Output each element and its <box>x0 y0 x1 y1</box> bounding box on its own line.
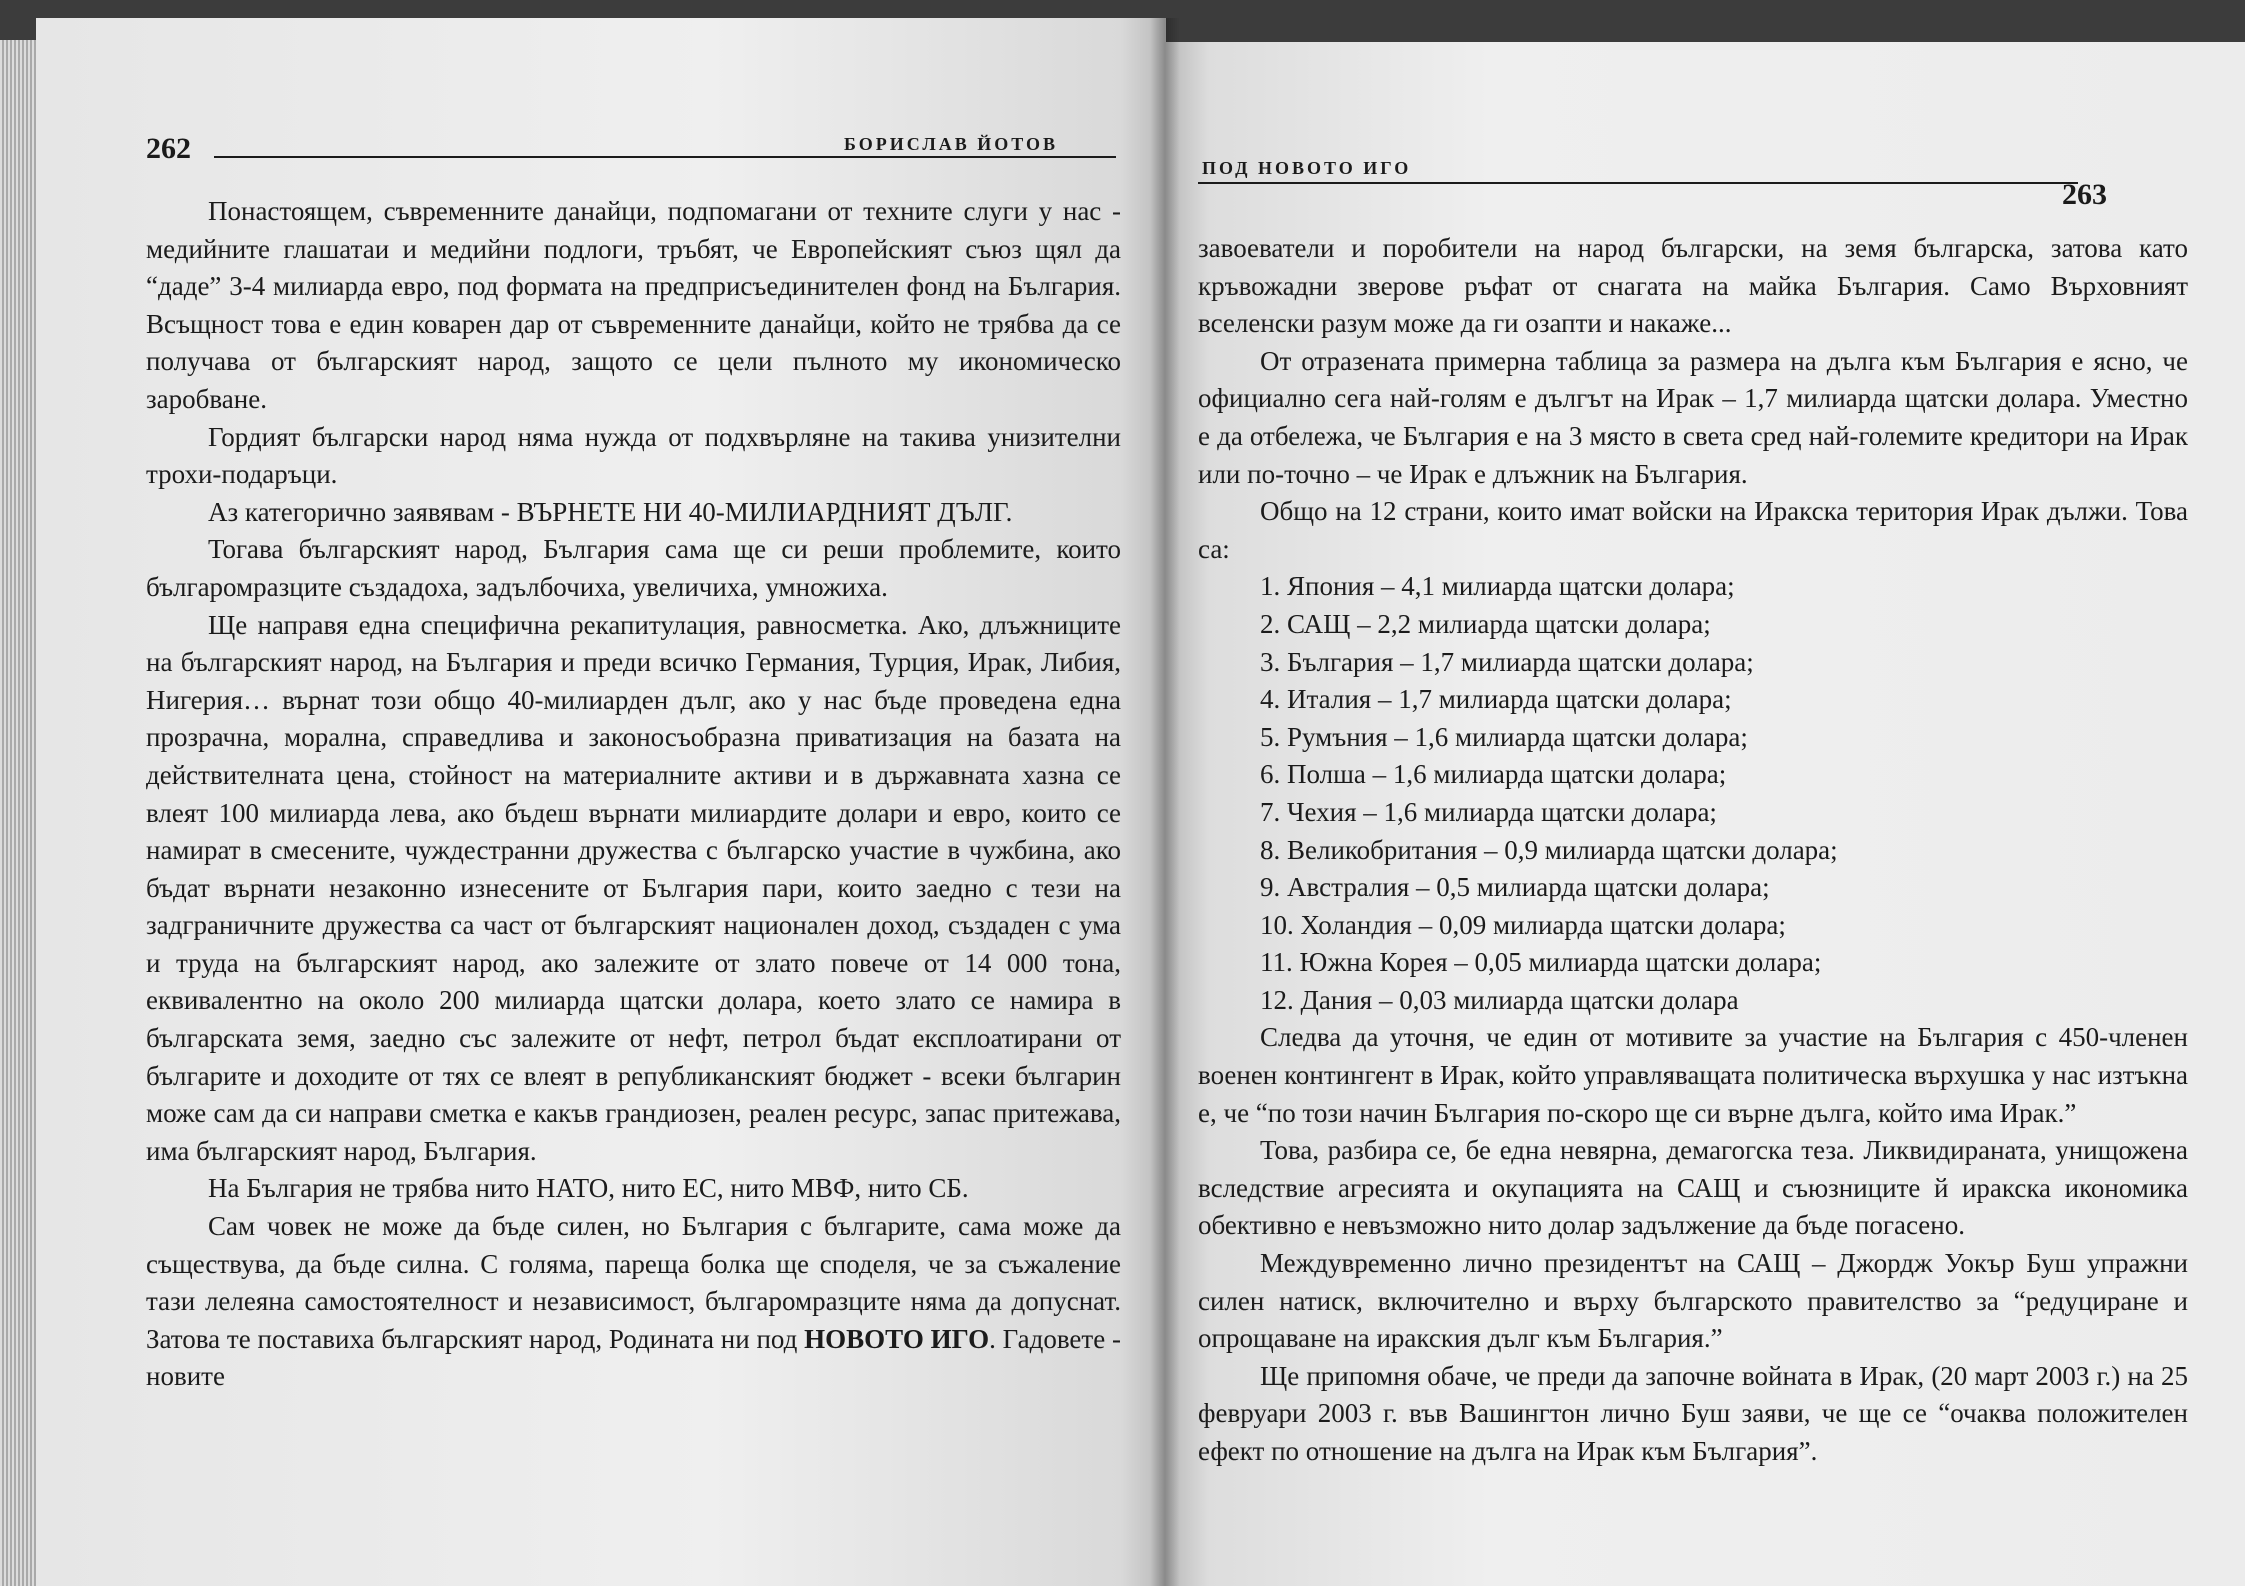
debtor-list <box>1198 568 2188 1019</box>
list-item: 3. България – 1,7 милиарда щатски долара; <box>1260 646 1754 677</box>
paragraph: Гордият български народ няма нужда от подхвърляне на такива унизителни трохи-подаръци. <box>146 421 1121 490</box>
left-running-head: БОРИСЛАВ ЙОТОВ <box>844 134 1059 154</box>
right-header-rule <box>1198 182 2078 184</box>
paragraph-continuation: завоеватели и поробители на народ български, на земя българска, затова като кръвожадни зверове ръфат от снагата на майка България. Само Върховният вселенски разум може да ги озапти и накаже... <box>1198 233 2188 339</box>
list-item: 8. Великобритания – 0,9 милиарда щатски долара; <box>1260 834 1838 865</box>
paragraph: Ще направя една специфична рекапитулация, равносметка. Ако, длъжниците на българският народ, на България и преди всичко Германия, Турция, Ирак, Либия, Нигерия… върнат този общо 40-милиарден дълг, ако у нас бъде проведена една прозрачна, морална, справедлива и законосъобразна приватизация на базата на действителната цена, стойност на материалните активи и в държавната хазна се влеят 100 милиарда лева, ако бъдеш върнати милиардите долари и евро, които се намират в смесените, чуждестранни дружества с българско участие в чужбина, ако бъдат върнати незаконно изнесените от България пари, които заедно с тези на задграничните дружества са част от българският национален доход, създаден с ума и труда на българският народ, ако залежите от злато повече от 14 000 тона, еквивалентно на около 200 милиарда щатски долара, което злато се намира в българската земя, заедно със залежите от нефт, петрол бъдат експлоатирани от българите и доходите от тях се влеят в републиканският бюджет - всеки българин може сам да си направи сметка е какъв грандиозен, реален ресурс, запас притежава, има българският народ, България. <box>146 609 1121 1166</box>
paragraph: Аз категорично заявявам - ВЪРНЕТЕ НИ 40-МИЛИАРДНИЯТ ДЪЛГ. <box>208 496 1013 527</box>
list-item: 2. САЩ – 2,2 милиарда щатски долара; <box>1260 608 1711 639</box>
book-gutter <box>1150 18 1180 1586</box>
right-page <box>1166 42 2245 1586</box>
right-page-number: 263 <box>2062 178 2107 211</box>
list-intro: Общо на 12 страни, които имат войски на Иракска територия Ирак дължи. Това са: <box>1198 496 2188 564</box>
paragraph: Понастоящем, съвременните данайци, подпомагани от техните слуги у нас - медийните глашатаи и медийни подлоги, тръбят, че Европейският съюз щял да “даде” 3-4 милиарда евро, под формата на предприсъединителен фонд на България. Всъщност това е един коварен дар от съвременните данайци, който не трябва да се получава от българският народ, защото се цели пълното му икономическо заробване. <box>146 196 1121 414</box>
list-item: 9. Австралия – 0,5 милиарда щатски долара; <box>1260 872 1770 903</box>
paragraph: На България не трябва нито НАТО, нито ЕС, нито МВФ, нито СБ. <box>208 1173 969 1204</box>
right-body-text <box>1198 230 2188 1471</box>
list-item: 6. Полша – 1,6 милиарда щатски долара; <box>1260 759 1727 790</box>
right-running-head: ПОД НОВОТО ИГО <box>1202 158 1412 178</box>
page-edges <box>0 40 40 1586</box>
bold-phrase: НОВОТО ИГО <box>804 1323 990 1354</box>
paragraph-with-emphasis <box>146 1208 1121 1396</box>
paragraph: Това, разбира се, бе една невярна, демагогска теза. Ликвидираната, унищожена вследствие агресията и окупацията на САЩ и съюзниците й иракска икономика обективно е невъзможно нито долар задължение да бъде погасено. <box>1198 1135 2188 1241</box>
list-item: 12. Дания – 0,03 милиарда щатски долара <box>1260 984 1739 1015</box>
paragraph-tail: . Гадовете - новите <box>146 1323 1121 1392</box>
list-item: 5. Румъния – 1,6 милиарда щатски долара; <box>1260 721 1748 752</box>
list-item: 1. Япония – 4,1 милиарда щатски долара; <box>1260 571 1735 602</box>
left-header-rule <box>214 156 1116 158</box>
left-page-number: 262 <box>146 132 191 165</box>
paragraph: Междувременно лично президентът на САЩ – Джордж Уокър Буш упражни силен натиск, включително и върху българското правителство за “редуциране и опрощаване на иракския дълг към България.” <box>1198 1248 2188 1354</box>
paragraph: От отразената примерна таблица за размера на дълга към България е ясно, че официално сега най-голям е дългът на Ирак – 1,7 милиарда щатски долара. Уместно е да отбележа, че България е на 3 място в света сред най-големите кредитори на Ирак или по-точно – че Ирак е длъжник на България. <box>1198 345 2188 489</box>
paragraph-text: Сам човек не може да бъде силен, но България с българите, сама може да съществува, да бъде силна. С голяма, пареща болка ще споделя, че за съжаление тази лелеяна самостоятелност и независимост, българомразците няма да допуснат. Затова те поставиха българският народ, Родината ни под <box>146 1211 1121 1354</box>
list-item: 10. Холандия – 0,09 милиарда щатски долара; <box>1260 909 1786 940</box>
list-item: 11. Южна Корея – 0,05 милиарда щатски долара; <box>1260 947 1822 978</box>
paragraph: Ще припомня обаче, че преди да започне войната в Ирак, (20 март 2003 г.) на 25 февруари 2003 г. във Вашингтон лично Буш заяви, че ще се “очаква положителен ефект по отношение на дълга на Ирак към България”. <box>1198 1360 2188 1466</box>
list-item: 7. Чехия – 1,6 милиарда щатски долара; <box>1260 796 1717 827</box>
left-body-text <box>146 193 1121 1396</box>
paragraph: Следва да уточня, че един от мотивите за участие на България с 450-членен военен контингент в Ирак, който управляващата политическа върхушка у нас изтъкна е, че “по този начин България по-скоро ще си върне дълга, който има Ирак.” <box>1198 1022 2188 1128</box>
left-page <box>36 18 1166 1586</box>
paragraph: Тогава българският народ, България сама ще си реши проблемите, които българомразците създадоха, задълбочиха, увеличиха, умножиха. <box>146 534 1121 602</box>
list-item: 4. Италия – 1,7 милиарда щатски долара; <box>1260 684 1732 715</box>
